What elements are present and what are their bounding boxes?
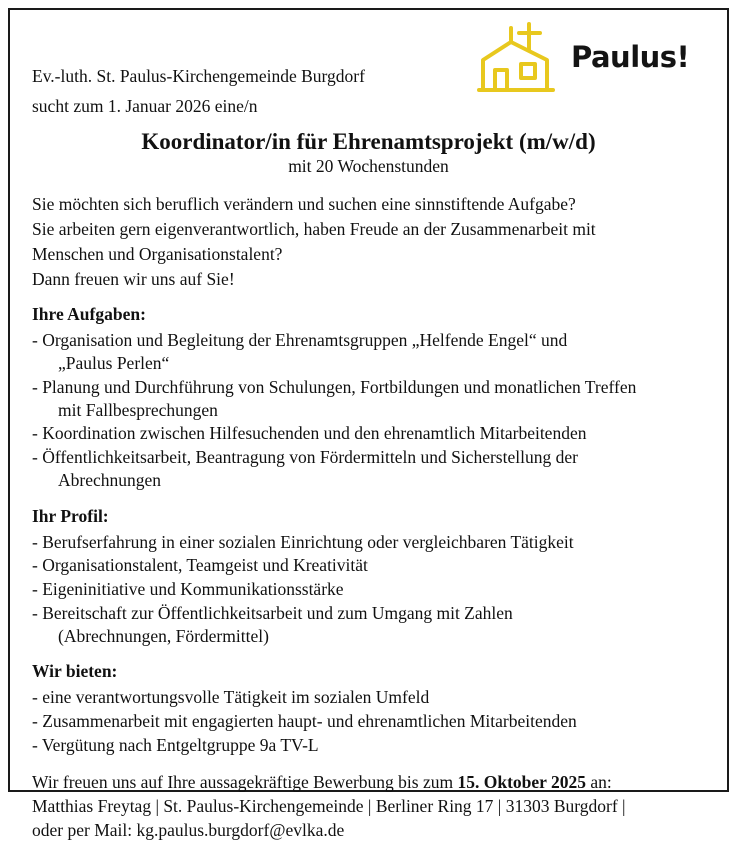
list-item-continuation: „Paulus Perlen“	[58, 353, 170, 374]
vacancy-start-line: sucht zum 1. Januar 2026 eine/n	[32, 95, 258, 116]
list-item	[32, 329, 705, 375]
deadline-prefix: Wir freuen uns auf Ihre aussagekräftige Bewerbung bis zum	[32, 771, 458, 792]
list-item	[32, 578, 705, 601]
advertisement-content	[10, 10, 727, 841]
list-item-text: - Vergütung nach Entgeltgruppe 9a TV-L	[32, 734, 319, 755]
profile-list	[32, 531, 705, 648]
list-item	[32, 686, 705, 709]
list-item-text: - Öffentlichkeitsarbeit, Beantragung von Fördermitteln und Sicherstellung der	[32, 447, 578, 468]
list-item	[32, 446, 705, 492]
list-item-continuation: mit Fallbesprechungen	[58, 399, 218, 420]
tasks-list	[32, 329, 705, 491]
list-item	[32, 734, 705, 757]
intro-line-2: Sie arbeiten gern eigenverantwortlich, haben Freude an der Zusammenarbeit mit	[32, 219, 596, 240]
list-item	[32, 376, 705, 422]
advertisement-border	[8, 8, 729, 841]
list-item-text: - Organisationstalent, Teamgeist und Kreativität	[32, 555, 368, 576]
list-item-continuation: Abrechnungen	[58, 469, 162, 490]
list-item-text: - Bereitschaft zur Öffentlichkeitsarbeit und zum Umgang mit Zahlen	[32, 602, 513, 623]
application-details	[32, 771, 705, 843]
list-item	[32, 602, 705, 648]
contact-email-line: oder per Mail: kg.paulus.burgdorf@evlka.de	[32, 820, 345, 841]
job-subtitle: mit 20 Wochenstunden	[288, 156, 449, 177]
list-item-text: - Planung und Durchführung von Schulungen, Fortbildungen und monatlichen Treffen	[32, 376, 637, 397]
intro-line-4: Dann freuen wir uns auf Sie!	[32, 268, 235, 289]
list-item-text: - eine verantwortungsvolle Tätigkeit im sozialen Umfeld	[32, 687, 430, 708]
deadline-suffix: an:	[585, 771, 612, 792]
section-heading-offer: Wir bieten:	[32, 661, 118, 682]
deadline-date: 15. Oktober 2025	[457, 771, 586, 792]
list-item	[32, 554, 705, 577]
list-item-continuation: (Abrechnungen, Fördermittel)	[58, 625, 269, 646]
list-item-text: - Koordination zwischen Hilfesuchenden und den ehrenamtlich Mitarbeitenden	[32, 423, 587, 444]
application-deadline-line	[32, 771, 705, 794]
section-heading-tasks: Ihre Aufgaben:	[32, 304, 146, 325]
list-item	[32, 531, 705, 554]
list-item	[32, 710, 705, 733]
intro-line-1: Sie möchten sich beruflich verändern und suchen eine sinnstiftende Aufgabe?	[32, 194, 576, 215]
church-cross-icon	[469, 20, 565, 96]
paulus-logo	[469, 20, 709, 98]
intro-paragraph	[32, 193, 705, 290]
congregation-name: Ev.-luth. St. Paulus-Kirchengemeinde Burgdorf	[32, 66, 365, 86]
offer-list	[32, 686, 705, 756]
list-item-text: - Organisation und Begleitung der Ehrenamtsgruppen „Helfende Engel“ und	[32, 330, 568, 351]
list-item-text: - Zusammenarbeit mit engagierten haupt- und ehrenamtlichen Mitarbeitenden	[32, 711, 577, 732]
contact-address-line: Matthias Freytag | St. Paulus-Kirchengemeinde | Berliner Ring 17 | 31303 Burgdorf |	[32, 795, 626, 816]
section-heading-profile: Ihr Profil:	[32, 505, 109, 526]
intro-line-3: Menschen und Organisationstalent?	[32, 243, 283, 264]
list-item-text: - Eigeninitiative und Kommunikationsstärke	[32, 579, 344, 600]
list-item-text: - Berufserfahrung in einer sozialen Einrichtung oder vergleichbaren Tätigkeit	[32, 531, 574, 552]
list-item	[32, 422, 705, 445]
page-title: Koordinator/in für Ehrenamtsprojekt (m/w/d)	[141, 129, 596, 154]
logo-wordmark: Paulus!	[571, 40, 690, 74]
